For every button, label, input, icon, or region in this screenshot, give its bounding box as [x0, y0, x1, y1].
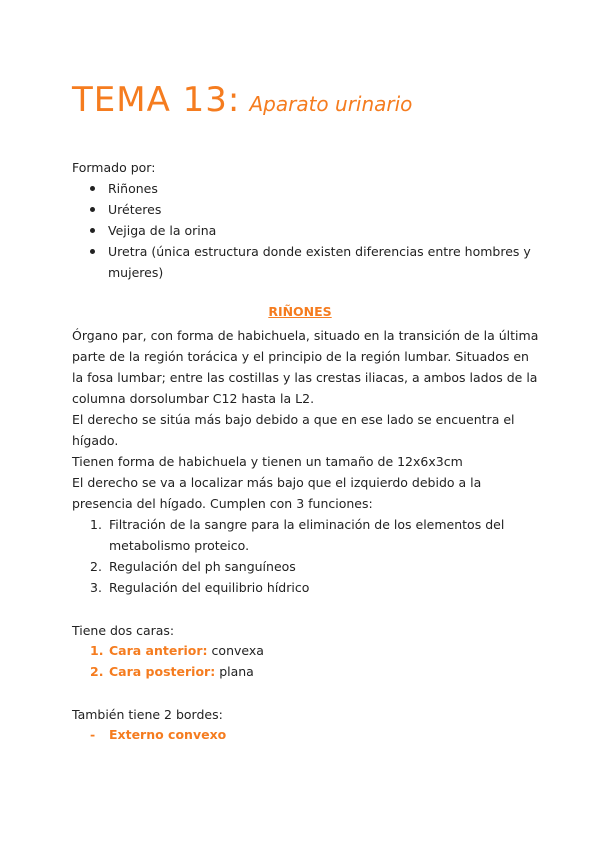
functions-list [90, 514, 540, 598]
list-item: Uréteres [90, 199, 540, 220]
page-title [72, 80, 412, 120]
title-main: TEMA 13: [72, 80, 241, 120]
list-item: 2. Regulación del ph sanguíneos [90, 559, 296, 574]
list-item: 3. Regulación del equilibrio hídrico [90, 580, 310, 595]
list-item: - Externo convexo [90, 727, 227, 742]
title-subtitle: Aparato urinario [249, 92, 413, 116]
section-heading: RIÑONES [268, 304, 332, 319]
list-item: Vejiga de la orina [90, 220, 540, 241]
paragraph-shape: Tienen forma de habichuela y tienen un tamaño de 12x6x3cm [72, 454, 463, 469]
faces-list [90, 640, 540, 682]
borders-label: También tiene 2 bordes: [72, 707, 223, 722]
borders-list [90, 724, 540, 745]
bullet-icon [90, 207, 95, 212]
bullet-icon [90, 249, 95, 254]
intro-list [90, 178, 540, 283]
list-item: 1. Filtración de la sangre para la eliminación de los elementos del metabolismo proteico. [90, 517, 505, 553]
paragraph-right-kidney: El derecho se sitúa más bajo debido a que en ese lado se encuentra el hígado. [72, 412, 515, 448]
list-item: Riñones [90, 178, 540, 199]
list-item: 2. Cara posterior: plana [90, 664, 254, 679]
intro-label: Formado por: [72, 160, 156, 175]
bullet-icon [90, 186, 95, 191]
list-item: Uretra (única estructura donde existen diferencias entre hombres y mujeres) [90, 241, 540, 283]
paragraph-functions-intro: El derecho se va a localizar más bajo que el izquierdo debido a la presencia del hígado. Cumplen con 3 funciones: [72, 475, 482, 511]
faces-label: Tiene dos caras: [72, 623, 175, 638]
paragraph-organ: Órgano par, con forma de habichuela, situado en la transición de la última parte de la región torácica y el principio de la región lumbar. Situados en la fosa lumbar; entre las costillas y las crestas iliacas, a ambos lados de la columna dorsolumbar C12 hasta la L2. [72, 328, 539, 406]
bullet-icon [90, 228, 95, 233]
list-item: 1. Cara anterior: convexa [90, 643, 264, 658]
